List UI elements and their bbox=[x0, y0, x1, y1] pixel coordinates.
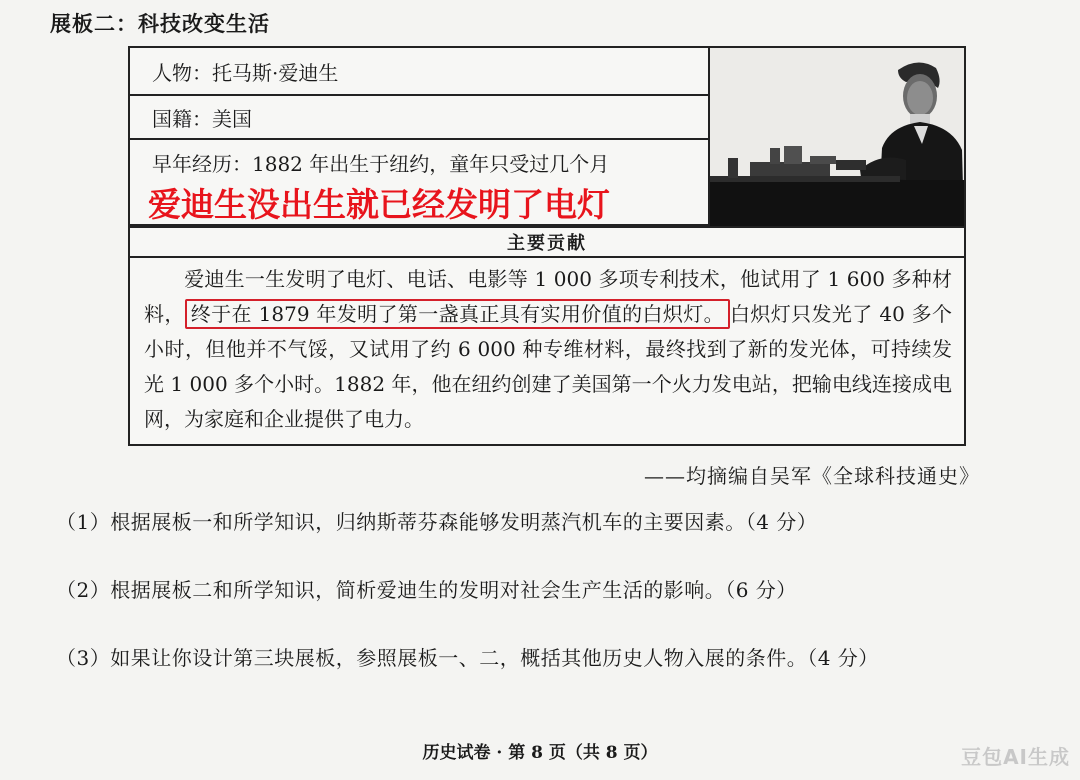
question-1: （1）根据展板一和所学知识，归纳斯蒂芬森能够发明蒸汽机车的主要因素。（4 分） bbox=[56, 510, 818, 534]
exhibit-board bbox=[128, 46, 966, 446]
person-row: 人物：托马斯·爱迪生 bbox=[130, 48, 710, 96]
edison-portrait-photo bbox=[710, 48, 964, 226]
contribution-heading: 主要贡献 bbox=[130, 226, 964, 258]
source-citation: ——均摘编自吴军《全球科技通史》 bbox=[644, 464, 980, 488]
ai-watermark: 豆包AI生成 bbox=[961, 745, 1070, 769]
highlighted-sentence: 终于在 1879 年发明了第一盏真正具有实用价值的白炽灯。 bbox=[185, 299, 730, 329]
nationality-row: 国籍：美国 bbox=[130, 96, 710, 140]
edison-portrait-illustration bbox=[710, 48, 964, 226]
question-3: （3）如果让你设计第三块展板，参照展板一、二，概括其他历史人物入展的条件。（4 分） bbox=[56, 646, 879, 670]
contribution-paragraph bbox=[144, 262, 952, 437]
page-footer: 历史试卷 · 第 8 页（共 8 页） bbox=[422, 743, 658, 763]
contribution-text-before: 爱迪生一生发明了电灯、电话、电影等 1 000 多项专利技术，他试用了 1 600 多种材料， bbox=[144, 267, 952, 326]
question-2: （2）根据展板二和所学知识，简析爱迪生的发明对社会生产生活的影响。（6 分） bbox=[56, 578, 797, 602]
early-life-row bbox=[130, 140, 710, 226]
early-life-text: 早年经历：1882 年出生于纽约，童年只受过几个月 bbox=[152, 152, 610, 176]
panel-title: 展板二：科技改变生活 bbox=[50, 11, 270, 36]
red-overlay-text: 爱迪生没出生就已经发明了电灯 bbox=[148, 185, 610, 224]
contribution-text-after: 白炽灯只发光了 40 多个小时，但他并不气馁，又试用了约 6 000 种专维材料，最终找到了新的发光体，可持续发光 1 000 多个小时。1882 年，他在纽约创建了美国第一个火力发电站，把输电线连接成电网，为家庭和企业提供了电力。 bbox=[144, 302, 953, 431]
